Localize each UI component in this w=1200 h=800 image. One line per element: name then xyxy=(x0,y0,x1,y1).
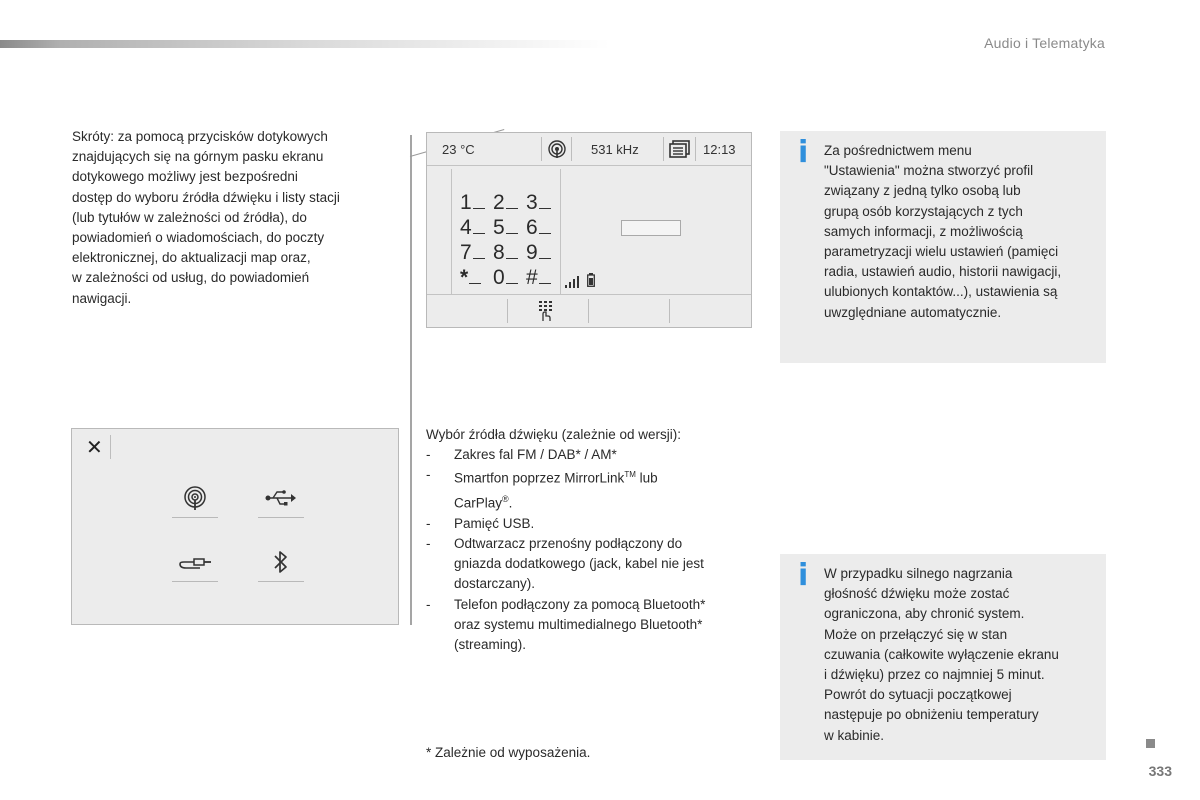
keypad-row xyxy=(460,266,559,290)
close-icon[interactable]: ✕ xyxy=(86,437,103,459)
info-icon: i xyxy=(798,135,809,170)
info-text: Za pośrednictwem menu "Ustawienia" można stworzyć profil związany z jedną tylko osobą lub grupą osób korzystających z tych samych informacji, z możliwością parametryzacji wielu ustawień (pamięci radia, ustawień audio, historii nawigacji, ulubionych kontaktów...), ustawienia są uwzględniane automatycznie. xyxy=(824,143,1062,320)
list-item: - Telefon podłączony za pomocą Bluetooth* oraz systemu multimedialnego Bluetooth* (streaming). xyxy=(426,596,706,653)
battery-icon xyxy=(587,273,595,292)
divider xyxy=(507,299,508,323)
intro-paragraph xyxy=(72,127,402,309)
key-9[interactable]: 9 xyxy=(526,241,559,265)
radio-source-button[interactable] xyxy=(172,481,218,518)
aux-jack-icon xyxy=(178,551,212,573)
keypad-row xyxy=(460,216,559,240)
audio-source-list xyxy=(426,425,756,655)
key-6[interactable]: 6 xyxy=(526,216,559,240)
bluetooth-icon xyxy=(272,549,290,575)
divider xyxy=(695,137,696,161)
divider xyxy=(541,137,542,161)
signal-bars-icon xyxy=(565,275,579,293)
info-box-overheating xyxy=(780,554,1106,760)
message-icon[interactable] xyxy=(669,140,691,161)
divider xyxy=(663,137,664,161)
key-hash[interactable]: # xyxy=(526,266,559,290)
intro-line: dotykowego możliwy jest bezpośredni xyxy=(72,169,298,185)
clock-readout: 12:13 xyxy=(703,142,736,157)
key-star[interactable]: * xyxy=(460,266,493,290)
touchscreen-phone-view xyxy=(426,132,752,328)
radio-signal-icon[interactable] xyxy=(547,139,567,162)
info-icon: i xyxy=(798,558,809,593)
radio-icon xyxy=(182,485,208,511)
intro-line: (lub tytułów w zależności od źródła), do xyxy=(72,209,307,225)
intro-line: w zależności od usług, do powiadomień xyxy=(72,270,310,286)
intro-line: znajdujących się na górnym pasku ekranu xyxy=(72,149,324,165)
bluetooth-source-button[interactable] xyxy=(258,545,304,582)
divider xyxy=(110,435,111,459)
key-1[interactable]: 1 xyxy=(460,191,493,215)
info-box-profiles xyxy=(780,131,1106,363)
frequency-readout[interactable]: 531 kHz xyxy=(591,142,639,157)
usb-source-button[interactable] xyxy=(258,481,304,518)
keypad-row xyxy=(460,241,559,265)
list-item: - Pamięć USB. xyxy=(426,515,535,531)
list-item: - Smartfon poprzez MirrorLink™ lub CarPlay®. xyxy=(426,467,658,511)
footnote: * Zależnie od wyposażenia. xyxy=(426,745,591,760)
info-text: W przypadku silnego nagrzania głośność dźwięku może zostać ograniczona, aby chronić system. Może on przełączyć się w stan czuwania (całkowite wyłączenie ekranu i dźwięku) przez co najmniej 5 minut. Powrót do sytuacji początkowej następuje po obniżeniu temperatury w kabinie. xyxy=(824,566,1059,743)
aux-source-button[interactable] xyxy=(172,545,218,582)
intro-line: elektronicznej, do aktualizacji map oraz, xyxy=(72,250,311,266)
keypad-icon[interactable] xyxy=(537,300,555,327)
keypad-row xyxy=(460,191,559,215)
list-item: - Zakres fal FM / DAB* / AM* xyxy=(426,447,617,463)
list-item: - Odtwarzacz przenośny podłączony do gniazda dodatkowego (jack, kabel nie jest dostarczany). xyxy=(426,536,704,592)
screen-bottom-bar xyxy=(427,294,751,328)
section-title: Audio i Telematyka xyxy=(984,35,1105,51)
divider xyxy=(571,137,572,161)
intro-line: powiadomień o wiadomościach, do poczty xyxy=(72,230,325,246)
intro-line: Skróty: za pomocą przycisków dotykowych xyxy=(72,129,328,144)
key-3[interactable]: 3 xyxy=(526,191,559,215)
list-intro: Wybór źródła dźwięku (zależnie od wersji): xyxy=(426,427,681,442)
key-7[interactable]: 7 xyxy=(460,241,493,265)
divider xyxy=(669,299,670,323)
key-8[interactable]: 8 xyxy=(493,241,526,265)
touchscreen-source-selection xyxy=(71,428,399,625)
column-divider xyxy=(410,135,412,625)
usb-icon xyxy=(265,489,297,511)
intro-line: dostęp do wyboru źródła dźwięku i listy stacji xyxy=(72,189,340,205)
page-marker xyxy=(1146,739,1155,748)
number-display-field xyxy=(621,220,681,236)
key-2[interactable]: 2 xyxy=(493,191,526,215)
key-4[interactable]: 4 xyxy=(460,216,493,240)
screen-top-bar xyxy=(427,133,751,166)
divider xyxy=(588,299,589,323)
intro-line: nawigacji. xyxy=(72,290,132,306)
page-number: 333 xyxy=(1148,763,1172,779)
key-5[interactable]: 5 xyxy=(493,216,526,240)
header-gradient-bar xyxy=(0,40,610,48)
temperature-readout: 23 °C xyxy=(442,142,475,157)
phone-keypad xyxy=(451,169,561,295)
key-0[interactable]: 0 xyxy=(493,266,526,290)
